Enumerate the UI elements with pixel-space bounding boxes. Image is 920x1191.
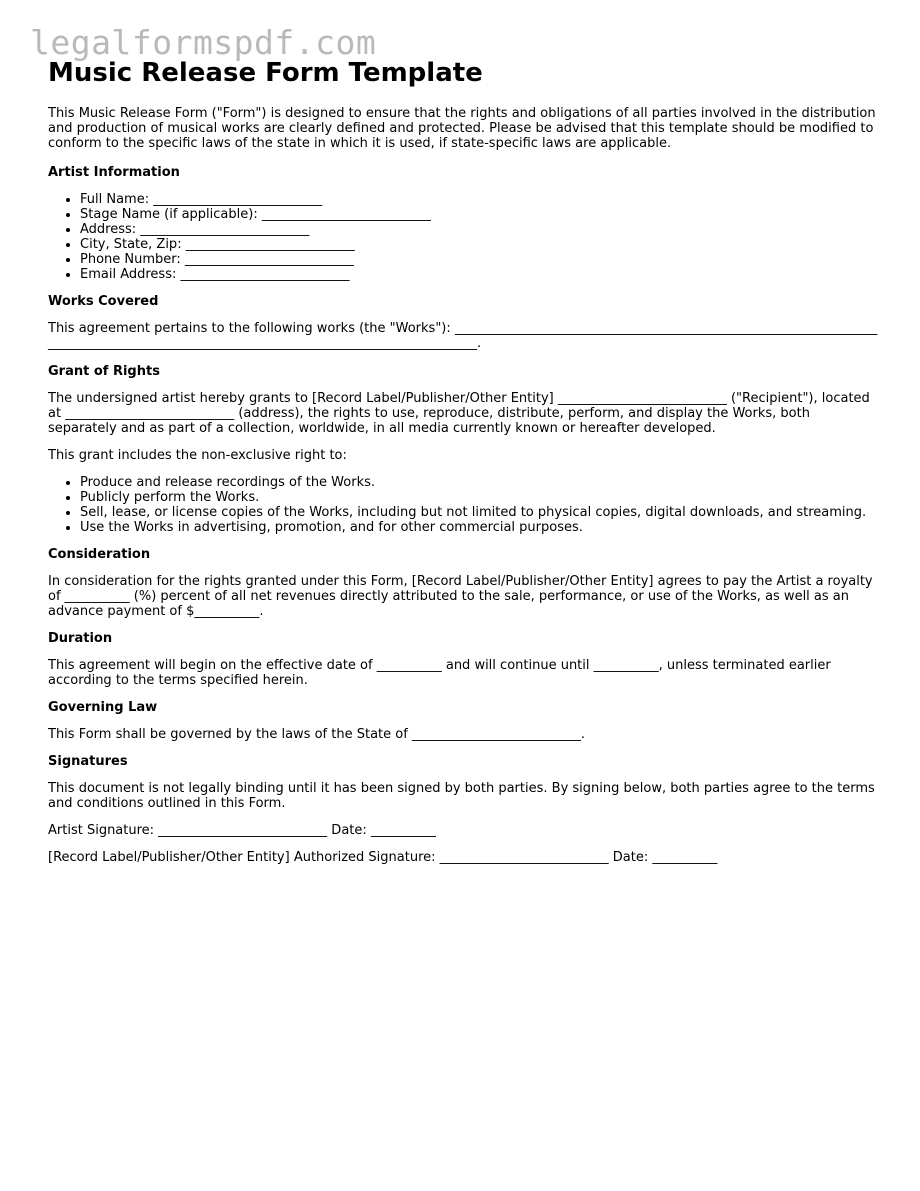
full-name-field: • Full Name: __________________________ <box>80 192 878 207</box>
right-item: • Publicly perform the Works. <box>80 490 878 505</box>
grant-of-rights-text: The undersigned artist hereby grants to [Record Label/Publisher/Other Entity] __________________________ ("Recipient"), located at __________________________ (address), the rights to use, reproduce, distribute, perform, and display the Works, both separately and as part of a collection, worldwide, in all media currently known or hereafter developed. <box>48 391 870 436</box>
intro-paragraph: This Music Release Form ("Form") is designed to ensure that the rights and obligations of all parties involved in the distribution and production of musical works are clearly defined and protected. Please be advised that this template should be modified to conform to the specific laws of the state in which it is used, if state-specific laws are applicable. <box>48 106 876 151</box>
consideration-heading: Consideration <box>48 547 151 562</box>
grant-includes-text: This grant includes the non-exclusive right to: <box>48 448 347 463</box>
phone-number-field: • Phone Number: __________________________ <box>80 252 878 267</box>
consideration-text: In consideration for the rights granted under this Form, [Record Label/Publisher/Other Entity] agrees to pay the Artist a royalty of __________ (%) percent of all net revenues directly attributed to the sale, performance, or use of the Works, as well as an advance payment of $__________. <box>48 574 873 619</box>
works-covered-text: This agreement pertains to the following works (the "Works"): ___________________________________________________________________________________________________________________________________. <box>48 321 878 351</box>
right-item: • Produce and release recordings of the Works. <box>80 475 878 490</box>
signatures-text: This document is not legally binding until it has been signed by both parties. By signing below, both parties agree to the terms and conditions outlined in this Form. <box>48 781 875 811</box>
duration-text: This agreement will begin on the effective date of __________ and will continue until __________, unless terminated earlier according to the terms specified herein. <box>48 658 831 688</box>
document-page <box>48 58 878 877</box>
governing-law-heading: Governing Law <box>48 700 158 715</box>
signatures-heading: Signatures <box>48 754 128 769</box>
artist-signature-line: Artist Signature: __________________________ Date: __________ <box>48 823 436 838</box>
artist-fields-list <box>48 192 878 282</box>
right-item: • Sell, lease, or license copies of the Works, including but not limited to physical copies, digital downloads, and streaming. <box>80 505 878 520</box>
city-state-zip-field: • City, State, Zip: __________________________ <box>80 237 878 252</box>
artist-information-heading: Artist Information <box>48 165 180 180</box>
watermark: legalformspdf.com <box>30 23 377 62</box>
works-covered-heading: Works Covered <box>48 294 159 309</box>
page-title: Music Release Form Template <box>48 58 483 88</box>
email-address-field: • Email Address: __________________________ <box>80 267 878 282</box>
governing-law-text: This Form shall be governed by the laws of the State of __________________________. <box>48 727 586 742</box>
grant-of-rights-heading: Grant of Rights <box>48 364 160 379</box>
right-item: • Use the Works in advertising, promotion, and for other commercial purposes. <box>80 520 878 535</box>
duration-heading: Duration <box>48 631 113 646</box>
rights-list <box>48 475 878 535</box>
entity-signature-line: [Record Label/Publisher/Other Entity] Authorized Signature: __________________________ Date: __________ <box>48 850 718 865</box>
address-field: • Address: __________________________ <box>80 222 878 237</box>
stage-name-field: • Stage Name (if applicable): __________________________ <box>80 207 878 222</box>
